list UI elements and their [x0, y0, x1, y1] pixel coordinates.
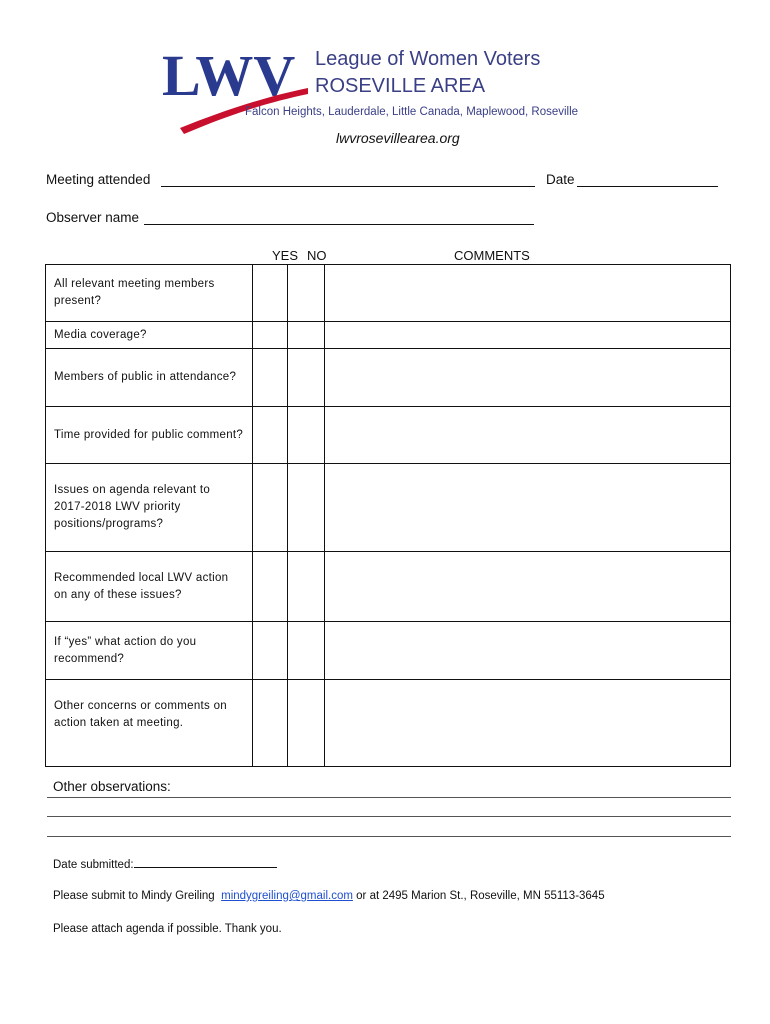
meeting-attended-field[interactable]: [161, 186, 535, 187]
no-checkbox[interactable]: [288, 552, 325, 622]
org-area: ROSEVILLE AREA: [315, 75, 486, 97]
comment-field[interactable]: [325, 622, 731, 680]
lwv-logo: [160, 40, 310, 135]
date-submitted-row: [53, 857, 277, 871]
no-checkbox[interactable]: [288, 265, 325, 322]
question-label: All relevant meeting members present?: [46, 265, 253, 322]
org-name: League of Women Voters: [315, 48, 541, 70]
question-label: Media coverage?: [46, 322, 253, 349]
yes-checkbox[interactable]: [253, 265, 288, 322]
no-column-header: NO: [307, 248, 327, 263]
org-website: lwvrosevillearea.org: [336, 130, 460, 146]
question-label: Members of public in attendance?: [46, 349, 253, 407]
date-submitted-field[interactable]: [134, 857, 277, 868]
yes-checkbox[interactable]: [253, 552, 288, 622]
no-checkbox[interactable]: [288, 349, 325, 407]
yes-checkbox[interactable]: [253, 349, 288, 407]
other-observations-label: Other observations:: [53, 779, 171, 794]
observations-line-2[interactable]: [47, 816, 731, 817]
table-row: [46, 622, 731, 680]
observations-line-3[interactable]: [47, 836, 731, 837]
table-row: [46, 552, 731, 622]
no-checkbox[interactable]: [288, 407, 325, 464]
submit-instructions: [53, 890, 605, 902]
question-label: Time provided for public comment?: [46, 407, 253, 464]
yes-checkbox[interactable]: [253, 622, 288, 680]
table-row: [46, 680, 731, 767]
question-label: If “yes” what action do you recommend?: [46, 622, 253, 680]
yes-checkbox[interactable]: [253, 322, 288, 349]
observations-line-1[interactable]: [47, 797, 731, 798]
yes-checkbox[interactable]: [253, 680, 288, 767]
comment-field[interactable]: [325, 464, 731, 552]
question-label: Issues on agenda relevant to 2017-2018 LWV priority positions/programs?: [46, 464, 253, 552]
comment-field[interactable]: [325, 265, 731, 322]
date-label: Date: [546, 172, 575, 187]
comment-field[interactable]: [325, 680, 731, 767]
no-checkbox[interactable]: [288, 464, 325, 552]
submit-prefix: Please submit to Mindy Greiling: [53, 890, 215, 902]
comment-field[interactable]: [325, 407, 731, 464]
no-checkbox[interactable]: [288, 622, 325, 680]
comment-field[interactable]: [325, 322, 731, 349]
logo-letters: LWV: [162, 43, 296, 108]
observation-table: [45, 264, 731, 767]
yes-checkbox[interactable]: [253, 464, 288, 552]
observer-name-field[interactable]: [144, 224, 534, 225]
comment-field[interactable]: [325, 552, 731, 622]
no-checkbox[interactable]: [288, 322, 325, 349]
table-row: [46, 265, 731, 322]
comment-field[interactable]: [325, 349, 731, 407]
table-row: [46, 407, 731, 464]
question-label: Other concerns or comments on action taken at meeting.: [46, 680, 253, 767]
date-submitted-label: Date submitted:: [53, 859, 134, 871]
question-label: Recommended local LWV action on any of these issues?: [46, 552, 253, 622]
org-cities: Falcon Heights, Lauderdale, Little Canada, Maplewood, Roseville: [245, 106, 579, 118]
observer-name-label: Observer name: [46, 210, 140, 225]
email-link[interactable]: mindygreiling@gmail.com: [221, 890, 353, 902]
org-header: [160, 40, 600, 150]
table-row: [46, 322, 731, 349]
comments-column-header: COMMENTS: [454, 248, 530, 263]
table-row: [46, 349, 731, 407]
submit-suffix: or at 2495 Marion St., Roseville, MN 55113-3645: [356, 890, 605, 902]
attach-agenda-note: Please attach agenda if possible. Thank you.: [53, 923, 282, 935]
table-row: [46, 464, 731, 552]
meeting-attended-label: Meeting attended: [46, 172, 151, 187]
yes-checkbox[interactable]: [253, 407, 288, 464]
no-checkbox[interactable]: [288, 680, 325, 767]
date-field[interactable]: [577, 186, 718, 187]
yes-column-header: YES: [272, 248, 299, 263]
